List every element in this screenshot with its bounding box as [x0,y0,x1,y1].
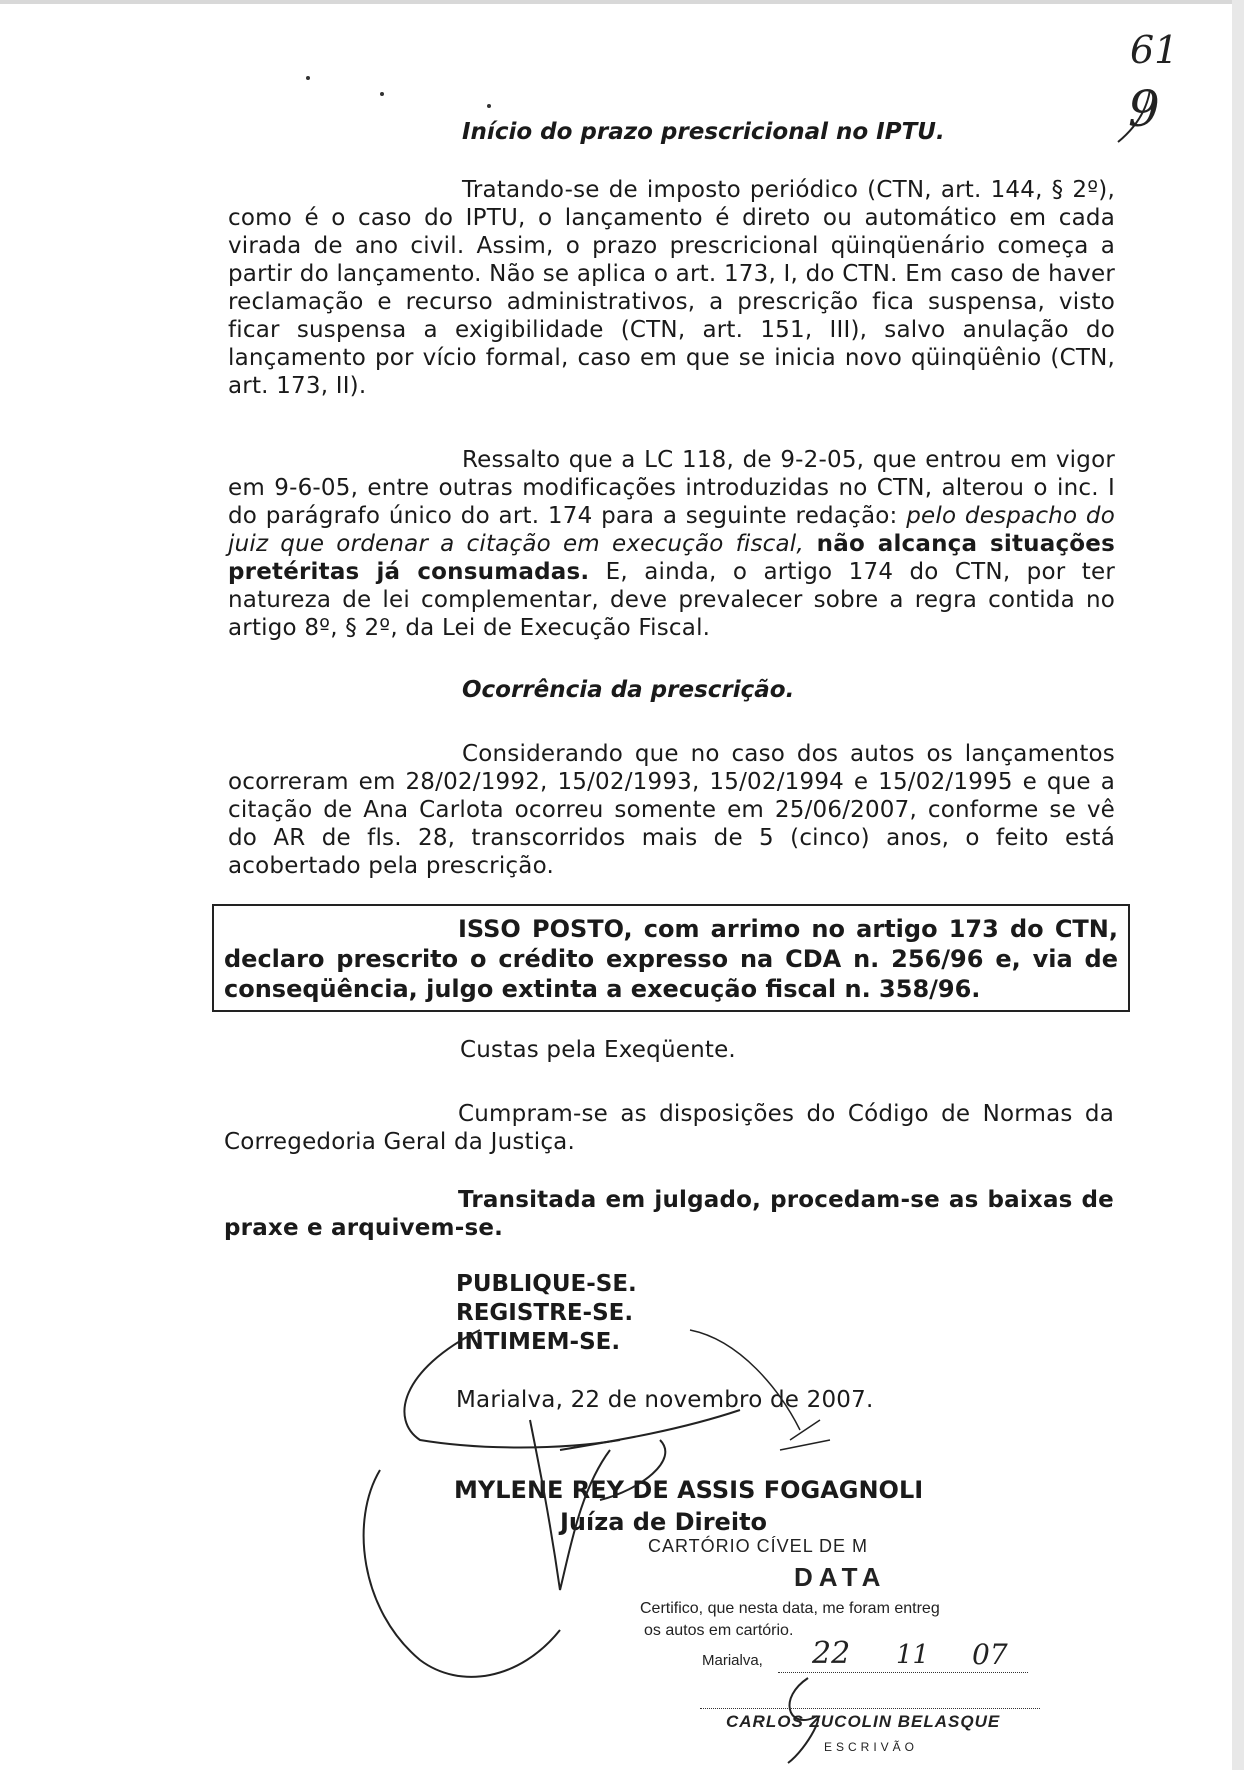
paragraph-lc-118 [228,446,1115,642]
dispositive-box: ISSO POSTO, com arrimo no artigo 173 do CTN, declaro prescrito o crédito expresso na CDA n. 256/96 e, via de conseqüência, julgo extinta a execução fiscal n. 358/96. [212,904,1130,1012]
section-heading-prescription-start: Início do prazo prescricional no IPTU. [462,119,945,145]
costs-line: Custas pela Exeqüente. [460,1037,736,1063]
stamp-date-day: 22 [812,1636,851,1671]
handwritten-sheet-number: 9 [1128,80,1160,138]
signature-loop [360,1460,620,1700]
judge-title: Juíza de Direito [560,1508,768,1536]
paragraph-dates: Considerando que no caso dos autos os lançamentos ocorreram em 28/02/1992, 15/02/1993, 15/02/1994 e 15/02/1995 e que a citação de Ana Carlota ocorreu somente em 25/06/2007, conforme se vê do AR de fls. 28, transcorridos mais de 5 (cinco) anos, o feito está acobertado pela prescrição. [228,741,1115,879]
paragraph-provisions: Cumpram-se as disposições do Código de Normas da Corregedoria Geral da Justiça. [224,1101,1114,1155]
scan-dot [306,76,310,80]
paragraph-periodic-tax: Tratando-se de imposto periódico (CTN, art. 144, § 2º), como é o caso do IPTU, o lançamento é direto ou automático em cada virada de ano civil. Assim, o prazo prescricional qüinqüenário começa a partir do lançamento. Não se aplica o art. 173, I, do CTN. Em caso de haver reclamação e recurso administrativos, a prescrição fica suspensa, visto ficar suspensa a exigibilidade (CTN, art. 151, III), salvo anulação do lançamento por vício formal, caso em que se inicia novo qüinqüênio (CTN, art. 173, II). [228,177,1115,399]
notify-order: INTIMEM-SE. [456,1329,621,1355]
stamp-date-label: Marialva, [702,1652,763,1669]
stamp-clerk-title: ESCRIVÃO [824,1740,919,1754]
handwritten-slash-mark [1110,80,1160,150]
section-heading-prescription-occurrence: Ocorrência da prescrição. [462,677,795,703]
judge-name: MYLENE REY DE ASSIS FOGAGNOLI [454,1476,924,1504]
scan-dot [487,104,491,108]
scan-dot [380,92,384,96]
handwritten-page-number: 61 [1130,28,1179,72]
paragraph-lc-118-bold: não alcança situações pretéritas já consumadas. [228,531,1115,585]
stamp-date-month: 11 [896,1640,930,1670]
paragraph-lc-118-text-a: Ressalto que a LC 118, de 9-2-05, que entrou em vigor em 9-6-05, entre outras modificações introduzidas no CTN, alterou o inc. I do parágrafo único do art. 174 para a seguinte redação: [228,447,1115,529]
scan-right-edge [1232,0,1244,1770]
stamp-title: DATA [794,1562,887,1592]
scan-top-edge [0,0,1244,4]
stamp-certify-line-1: Certifico, que nesta data, me foram entreg [640,1600,940,1617]
paragraph-final-judgment: Transitada em julgado, procedam-se as baixas de praxe e arquivem-se. [224,1187,1114,1241]
stamp-certify-line-2: os autos em cartório. [644,1622,794,1639]
paragraph-lc-118-text-b: E, ainda, o artigo 174 do CTN, por ter natureza de lei complementar, deve prevalecer sobre a regra contida no artigo 8º, § 2º, da Lei de Execução Fiscal. [228,559,1115,641]
stamp-clerk-name: CARLOS ZUCOLIN BELASQUE [726,1712,1001,1731]
place-and-date: Marialva, 22 de novembro de 2007. [456,1387,874,1413]
publish-order: PUBLIQUE-SE. [456,1271,637,1297]
paragraph-lc-118-italic: pelo despacho do juiz que ordenar a citação em execução fiscal, [228,503,1115,557]
stamp-office: CARTÓRIO CÍVEL DE M [648,1536,869,1556]
stamp-date-year: 07 [972,1638,1008,1671]
stamp-signature-line [700,1708,1040,1709]
register-order: REGISTRE-SE. [456,1300,634,1326]
